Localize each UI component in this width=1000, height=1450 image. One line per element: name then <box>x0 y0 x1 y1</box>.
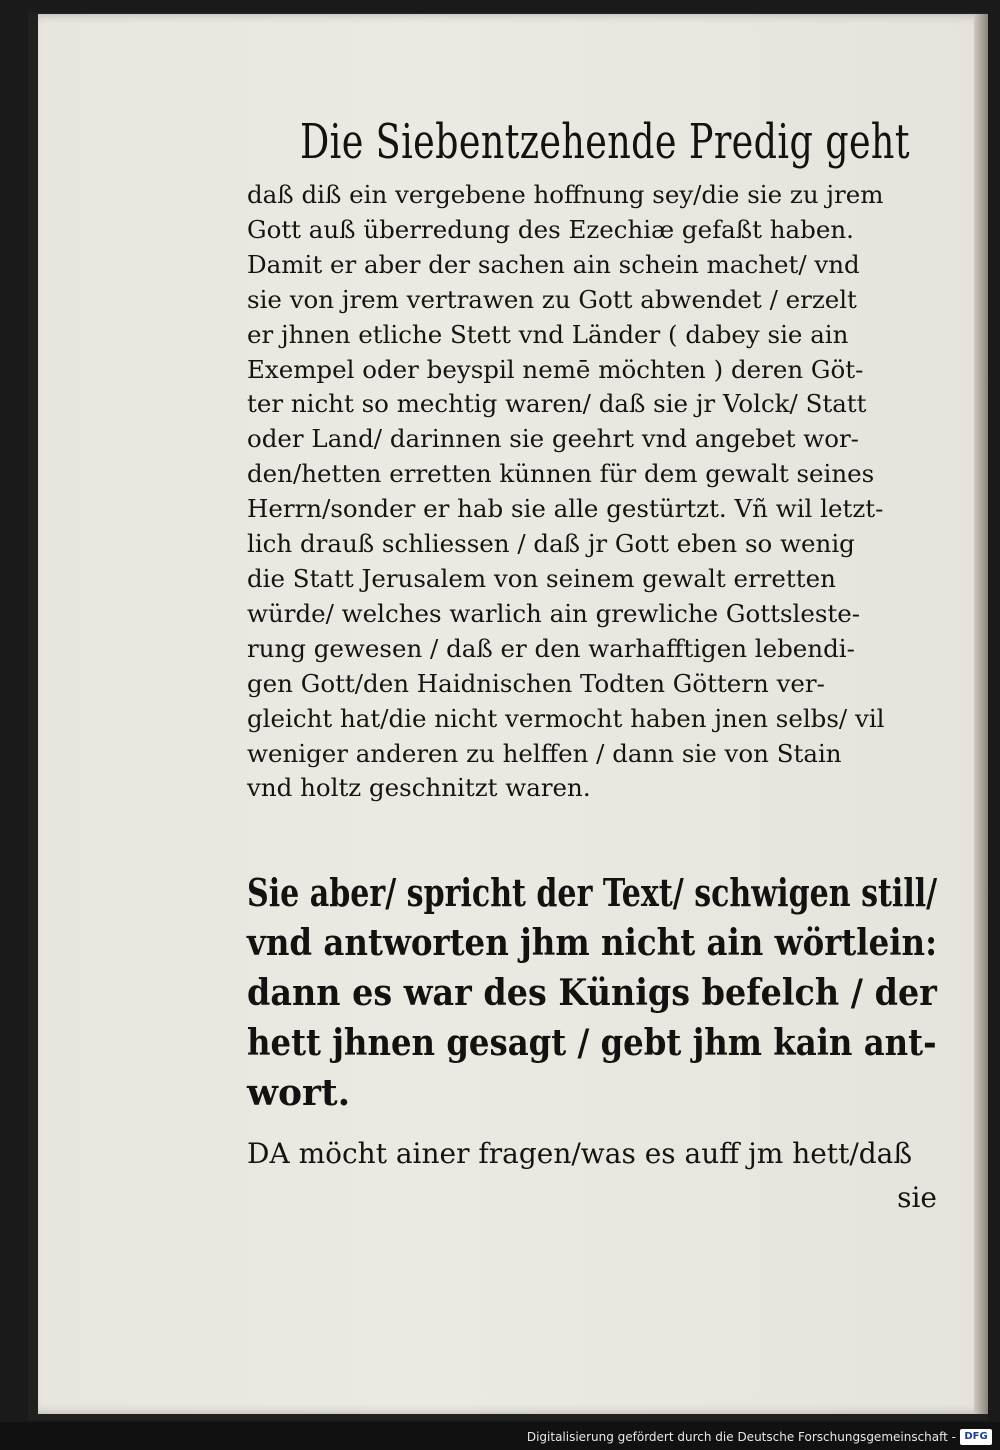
running-heading: Die Siebentzehende Predig geht <box>300 114 910 170</box>
funding-notice: Digitalisierung gefördert durch die Deutsche Forschungsgemeinschaft - <box>526 1430 956 1444</box>
catchword: sie <box>897 1181 937 1214</box>
page-edge <box>974 14 988 1414</box>
text-line: oder Land/ darinnen sie geehrt vnd angebet wor- <box>247 424 859 454</box>
text-line: er jhnen etliche Stett vnd Länder ( dabey sie ain <box>247 319 849 349</box>
text-line: den/hetten erretten künnen für dem gewalt seines <box>247 459 875 489</box>
text-line: weniger anderen zu helffen / dann sie von Stain <box>247 738 842 768</box>
text-line: Exempel oder beyspil nemē möchten ) deren Göt- <box>247 354 864 384</box>
paragraph-line: DA möcht ainer fragen/was es auff jm hett/daß <box>247 1137 913 1170</box>
text-line: Damit er aber der sachen ain schein machet/ vnd <box>247 249 860 279</box>
text-line: Herrn/sonder er hab sie alle gestürtzt. Vñ wil letzt- <box>247 494 884 524</box>
footer-bar <box>0 1422 1000 1450</box>
scripture-line: dann es war des Künigs befelch / der <box>247 972 937 1014</box>
scripture-line: hett jhnen gesagt / gebt jhm kain ant- <box>247 1022 937 1064</box>
text-line: sie von jrem vertrawen zu Gott abwendet / erzelt <box>247 284 857 314</box>
closing-paragraph <box>247 1132 937 1220</box>
scripture-line: Sie aber/ spricht der Text/ schwigen still/ <box>247 870 938 915</box>
dfg-logo: DFG <box>960 1429 992 1445</box>
text-line: rung gewesen / daß er den warhafftigen lebendi- <box>247 633 855 663</box>
text-line: die Statt Jerusalem von seinem gewalt erretten <box>247 563 836 593</box>
text-line: würde/ welches warlich ain grewliche Gottsleste- <box>247 598 861 628</box>
text-line: Gott auß überredung des Ezechiæ gefaßt haben. <box>247 214 854 244</box>
text-line: lich drauß schliessen / daß jr Gott eben so wenig <box>247 529 855 559</box>
text-line: vnd holtz geschnitzt waren. <box>247 773 591 803</box>
text-line: gen Gott/den Haidnischen Todten Göttern ver- <box>247 668 825 698</box>
scripture-quote <box>247 868 937 1118</box>
body-paragraph <box>247 178 937 806</box>
scripture-line: wort. <box>247 1072 351 1114</box>
text-line: ter nicht so mechtig waren/ daß sie jr Volck/ Statt <box>247 389 867 419</box>
text-line: gleicht hat/die nicht vermocht haben jnen selbs/ vil <box>247 703 885 733</box>
scripture-line: vnd antworten jhm nicht ain wörtlein: <box>247 922 938 964</box>
text-line: daß diß ein vergebene hoffnung sey/die sie zu jrem <box>247 180 884 209</box>
